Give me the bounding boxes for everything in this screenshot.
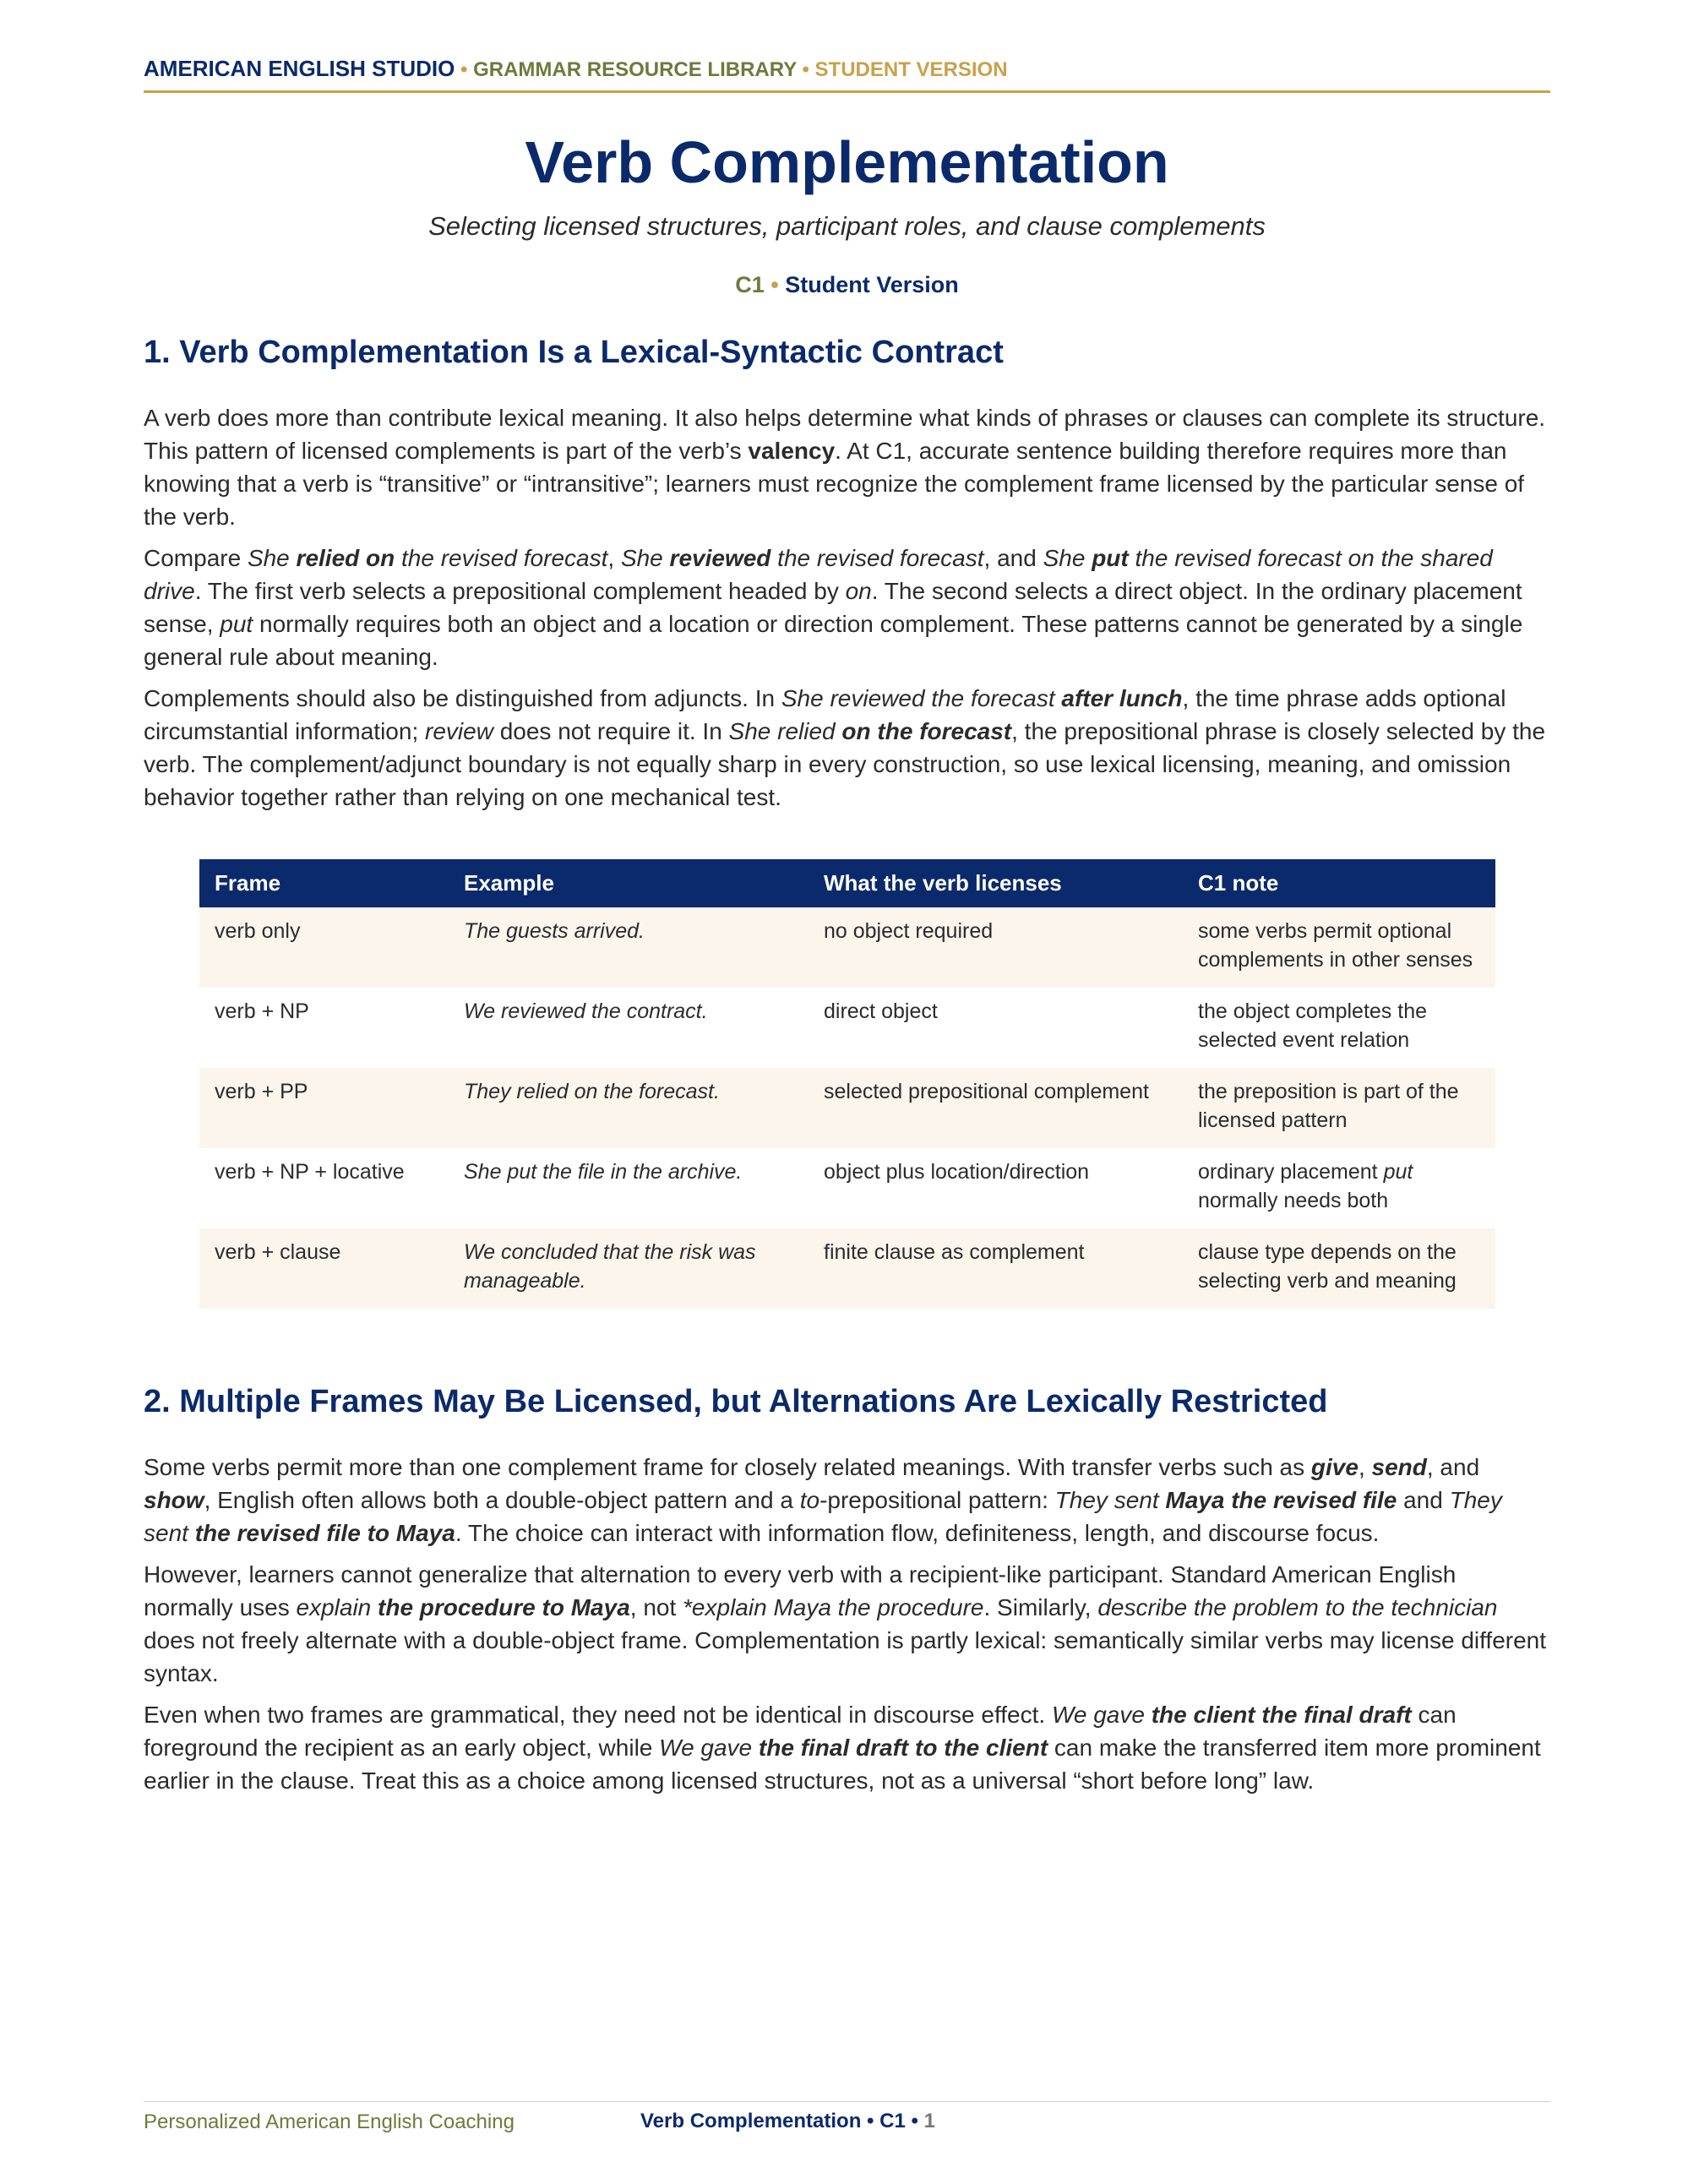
page-subtitle: Selecting licensed structures, participant roles, and clause complements [428,211,1266,241]
emphasized-text: the revised forecast on the shared drive [144,545,1493,604]
section-2-body [144,1451,1550,1805]
page-title: Verb Complementation [525,129,1169,195]
footer-separator: • [905,2110,924,2132]
cell-example: She put the file in the archive. [449,1148,809,1228]
cell-example: We reviewed the contract. [449,988,809,1068]
cell-frame: verb + clause [199,1228,449,1309]
section-2-heading: 2. Multiple Frames May Be Licensed, but Alternations Are Lexically Restricted [144,1384,1328,1419]
text-run: Some verbs permit more than one complement frame for closely related meanings. With transfer verbs such as [144,1454,1311,1480]
header-separator: • [796,58,815,81]
section-1-body [144,401,1550,822]
cell-example: We concluded that the risk was manageable. [449,1228,809,1309]
running-header [144,56,1550,93]
emphasized-text: to [799,1487,820,1513]
text-run: does not freely alternate with a double-object frame. Complementation is partly lexical: semantically similar verbs may license different syntax. [144,1627,1547,1686]
cell-note [1183,988,1495,1068]
section-2-paragraph-3 [144,1698,1550,1797]
level-line [144,272,1550,298]
emphasized-text: on [845,578,872,604]
text-run: Compare [144,545,248,571]
text-run: normally requires both an object and a location or direction complement. These patterns cannot be generated by a single general rule about meaning. [144,611,1523,670]
footer-separator: • [861,2110,880,2132]
text-run: However, learners cannot generalize that alternation to every verb with a recipient-like participant. Standard American English normally uses [144,1561,1457,1620]
cell-note [1183,1228,1495,1309]
emphasized-text: the revised file to Maya [194,1520,455,1546]
version-label: Student Version [785,272,959,297]
emphasized-text: the client the final draft [1151,1702,1412,1728]
emphasized-text: valency [748,438,836,464]
cell-frame: verb + NP + locative [199,1148,449,1228]
page [144,0,1550,2184]
emphasized-text: Maya the revised file [1165,1487,1397,1513]
level-badge: C1 [735,272,765,297]
table-row [199,988,1495,1068]
table-row [199,1148,1495,1228]
emphasized-text: put [1383,1160,1413,1184]
complement-frame-table [199,859,1495,1309]
text-run: does not require it. In [493,718,729,744]
text-run: , and [1426,1454,1480,1480]
header-version: STUDENT VERSION [814,58,1008,81]
text-run: can foreground the recipient as an early object, while [144,1702,1457,1761]
section-1-heading: 1. Verb Complementation Is a Lexical-Syntactic Contract [144,335,1004,370]
emphasized-text: the procedure to Maya [378,1594,630,1620]
text-run: , [1358,1454,1372,1480]
footer-divider [144,2101,1550,2102]
text-run: . Similarly, [983,1594,1098,1620]
table-row [199,1068,1495,1148]
text-run: , [607,545,621,571]
footer-doc-title: Verb Complementation [640,2110,862,2132]
section-2-paragraph-2 [144,1558,1550,1690]
footer-level: C1 [879,2110,906,2132]
emphasized-text: put [1092,545,1129,571]
header-brand: AMERICAN ENGLISH STUDIO [144,56,455,81]
text-run: . The choice can interact with information flow, definiteness, length, and discourse focus. [455,1520,1380,1546]
column-header-note: C1 note [1183,859,1495,907]
text-run: Even when two frames are grammatical, they need not be identical in discourse effect. [144,1702,1052,1728]
emphasized-text: relied on [296,545,395,571]
emphasized-text: They sent [1054,1487,1166,1513]
emphasized-text: describe the problem to the technician [1097,1594,1498,1620]
emphasized-text: She [620,545,670,571]
emphasized-text: review [425,718,493,744]
page-number: 1 [923,2110,935,2132]
emphasized-text: They sent [144,1487,1502,1546]
table-row [199,907,1495,988]
emphasized-text: show [144,1487,204,1513]
emphasized-text: explain [296,1594,378,1620]
emphasized-text: send [1371,1454,1427,1480]
emphasized-text: We gave [659,1735,759,1761]
text-run: some verbs permit optional complements in other senses [1198,919,1473,972]
column-header-example: Example [449,859,809,907]
text-run: Complements should also be distinguished from adjuncts. In [144,685,781,711]
column-header-licenses: What the verb licenses [809,859,1183,907]
text-run: ordinary placement [1198,1160,1384,1184]
cell-licenses: object plus location/direction [809,1148,1183,1228]
cell-frame: verb + NP [199,988,449,1068]
text-run: the object completes the selected event relation [1198,999,1427,1052]
cell-frame: verb + PP [199,1068,449,1148]
text-run: . At C1, accurate sentence building therefore requires more than knowing that a verb is “transitive” or “intransitive”; learners must recognize the complement frame licensed by the particular sense of the verb. [144,438,1525,530]
cell-example: The guests arrived. [449,907,809,988]
cell-licenses: no object required [809,907,1183,988]
emphasized-text: put [220,611,253,637]
text-run: clause type depends on the selecting verb and meaning [1198,1240,1457,1293]
table-header-row [199,859,1495,907]
cell-licenses: selected prepositional complement [809,1068,1183,1148]
footer-coaching-label: Personalized American English Coaching [144,2110,515,2133]
text-run: . The second selects a direct object. In the ordinary placement sense, [144,578,1522,637]
cell-frame: verb only [199,907,449,988]
text-run: , and [983,545,1043,571]
column-header-frame: Frame [199,859,449,907]
table-row [199,1228,1495,1309]
text-run: , English often allows both a double-object pattern and a [204,1487,800,1513]
text-run: the preposition is part of the licensed pattern [1198,1080,1459,1132]
emphasized-text: on the forecast [841,718,1012,744]
emphasized-text: She reviewed the forecast [781,685,1062,711]
text-run: can make the transferred item more prominent earlier in the clause. Treat this as a choice among licensed structures, not as a universal “short before long” law. [144,1735,1541,1794]
text-run: normally needs both [1198,1189,1389,1212]
emphasized-text: after lunch [1061,685,1183,711]
emphasized-text: She [1043,545,1092,571]
cell-licenses: finite clause as complement [809,1228,1183,1309]
text-run: and [1397,1487,1450,1513]
section-2-paragraph-1 [144,1451,1550,1549]
text-run: -prepositional pattern: [819,1487,1055,1513]
cell-note [1183,1148,1495,1228]
emphasized-text: *explain Maya the procedure [683,1594,984,1620]
text-run: , the time phrase adds optional circumstantial information; [144,685,1506,744]
level-separator: • [764,272,786,297]
emphasized-text: She relied [728,718,842,744]
header-separator: • [455,58,474,81]
section-1-paragraph-3 [144,682,1550,814]
cell-note [1183,1068,1495,1148]
emphasized-text: the revised forecast [395,545,608,571]
section-1-paragraph-1 [144,401,1550,533]
header-library: GRAMMAR RESOURCE LIBRARY [473,58,797,81]
emphasized-text: We gave [1051,1702,1152,1728]
cell-licenses: direct object [809,988,1183,1068]
footer-doc-label [640,2110,935,2133]
cell-example: They relied on the forecast. [449,1068,809,1148]
emphasized-text: reviewed [669,545,771,571]
emphasized-text: the revised forecast [770,545,984,571]
text-run: . The first verb selects a prepositional complement headed by [194,578,846,604]
text-run: , the prepositional phrase is closely selected by the verb. The complement/adjunct boundary is not equally sharp in every construction, so use lexical licensing, meaning, and omission behavior together rather than relying on one mechanical test. [144,718,1546,810]
section-1-paragraph-2 [144,542,1550,673]
emphasized-text: the final draft to the client [758,1735,1048,1761]
emphasized-text: give [1310,1454,1359,1480]
cell-note [1183,907,1495,988]
text-run: A verb does more than contribute lexical meaning. It also helps determine what kinds of phrases or clauses can complete its structure. This pattern of licensed complements is part of the verb’s [144,405,1546,464]
emphasized-text: She [247,545,297,571]
text-run: , not [629,1594,683,1620]
